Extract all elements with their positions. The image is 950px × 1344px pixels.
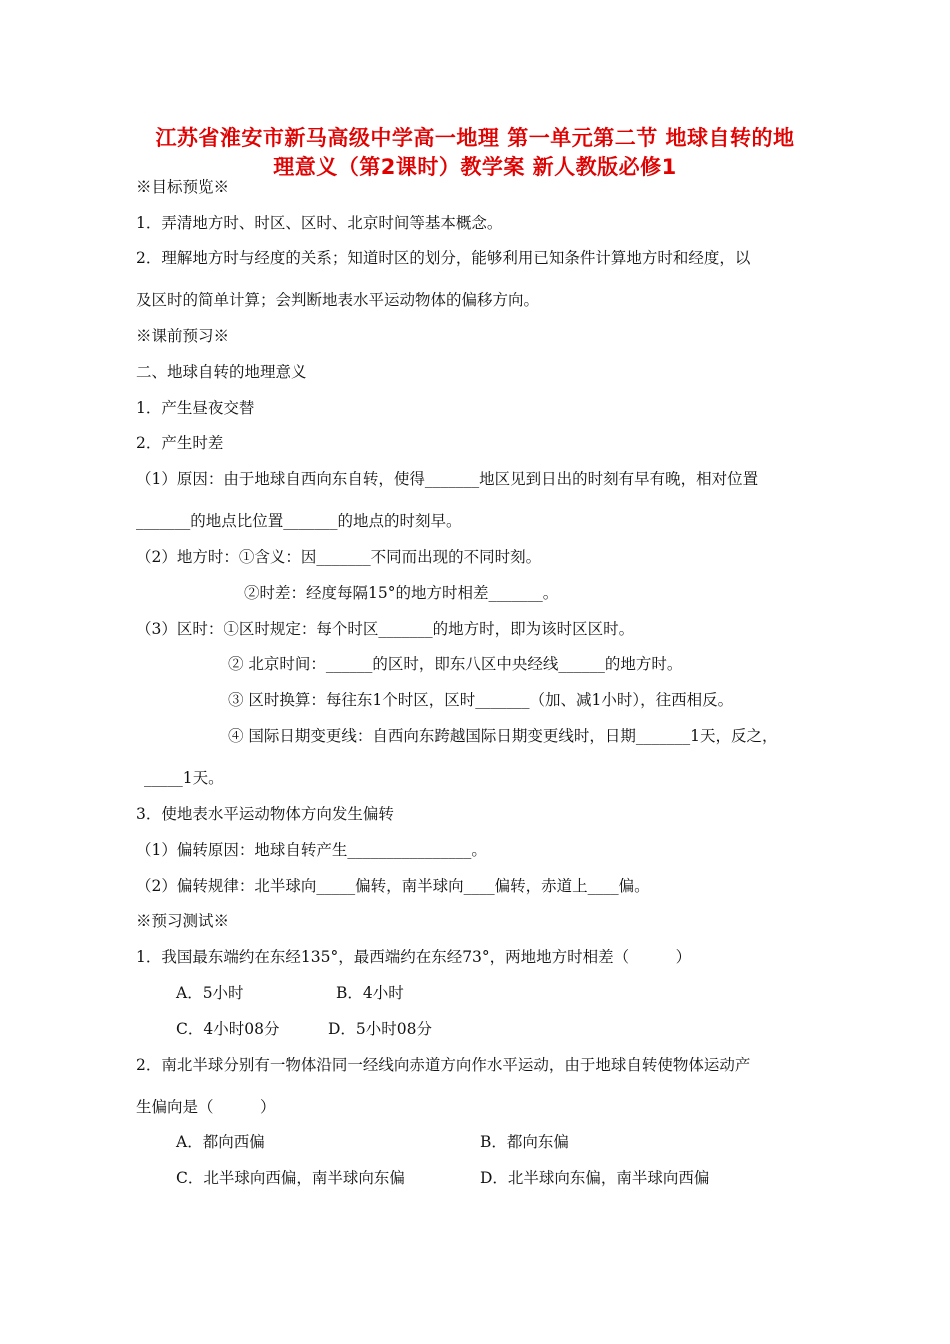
item-2-1: （1）原因：由于地球自西向东自转，使得_______地区见到日出的时刻有早有晚，相对位置 (136, 470, 759, 488)
item-2-3-c: ③ 区时换算：每往东1个时区，区时_______（加、减1小时），往西相反。 (228, 691, 734, 709)
q2-option-a: A．都向西偏 (176, 1133, 265, 1151)
item-2-2: （2）地方时：①含义：因_______不同而出现的不同时刻。 (136, 548, 542, 566)
item-3-1: （1）偏转原因：地球自转产生________________。 (136, 841, 487, 859)
item-2-1-cont: _______的地点比位置_______的地点的时刻早。 (136, 512, 462, 530)
section-preview-heading: ※课前预习※ (136, 327, 230, 345)
q1-option-c: C．4小时08分 (176, 1020, 280, 1038)
question-1: 1．我国最东端约在东经135°，最西端约在东经73°，两地地方时相差（ ） (136, 948, 692, 966)
q2-option-c: C．北半球向西偏，南半球向东偏 (176, 1169, 405, 1187)
topic-heading: 二、地球自转的地理意义 (136, 363, 307, 381)
item-1: 1．产生昼夜交替 (136, 399, 255, 417)
question-2-cont: 生偏向是（ ） (136, 1098, 276, 1116)
q1-option-d: D．5小时08分 (328, 1020, 433, 1038)
doc-title-line-1: 江苏省淮安市新马高级中学高一地理 第一单元第二节 地球自转的地 (155, 126, 795, 150)
section-goals-heading: ※目标预览※ (136, 178, 230, 196)
item-2: 2．产生时差 (136, 434, 224, 452)
question-2: 2．南北半球分别有一物体沿同一经线向赤道方向作水平运动，由于地球自转使物体运动产 (136, 1056, 751, 1074)
q1-option-b: B．4小时 (336, 984, 404, 1002)
goal-2: 2．理解地方时与经度的关系；知道时区的划分，能够利用已知条件计算地方时和经度，以 (136, 249, 751, 267)
item-3: 3．使地表水平运动物体方向发生偏转 (136, 805, 394, 823)
item-2-3: （3）区时：①区时规定：每个时区_______的地方时，即为该时区区时。 (136, 620, 635, 638)
item-2-3-d: ④ 国际日期变更线：自西向东跨越国际日期变更线时，日期_______1天，反之， (228, 727, 778, 745)
item-3-2: （2）偏转规律：北半球向_____偏转，南半球向____偏转，赤道上____偏。 (136, 877, 650, 895)
q2-option-d: D．北半球向东偏，南半球向西偏 (480, 1169, 710, 1187)
q2-option-b: B．都向东偏 (480, 1133, 569, 1151)
item-2-2-b: ②时差：经度每隔15°的地方时相差_______。 (244, 584, 559, 602)
doc-title-line-2: 理意义（第2课时）教学案 新人教版必修1 (273, 155, 677, 179)
item-2-3-d-cont: _____1天。 (144, 769, 224, 787)
goal-2-cont: 及区时的简单计算；会判断地表水平运动物体的偏移方向。 (136, 291, 540, 309)
section-test-heading: ※预习测试※ (136, 912, 230, 930)
item-2-3-b: ② 北京时间：______的区时，即东八区中央经线______的地方时。 (228, 655, 683, 673)
q1-option-a: A．5小时 (176, 984, 244, 1002)
goal-1: 1．弄清地方时、时区、区时、北京时间等基本概念。 (136, 214, 503, 232)
